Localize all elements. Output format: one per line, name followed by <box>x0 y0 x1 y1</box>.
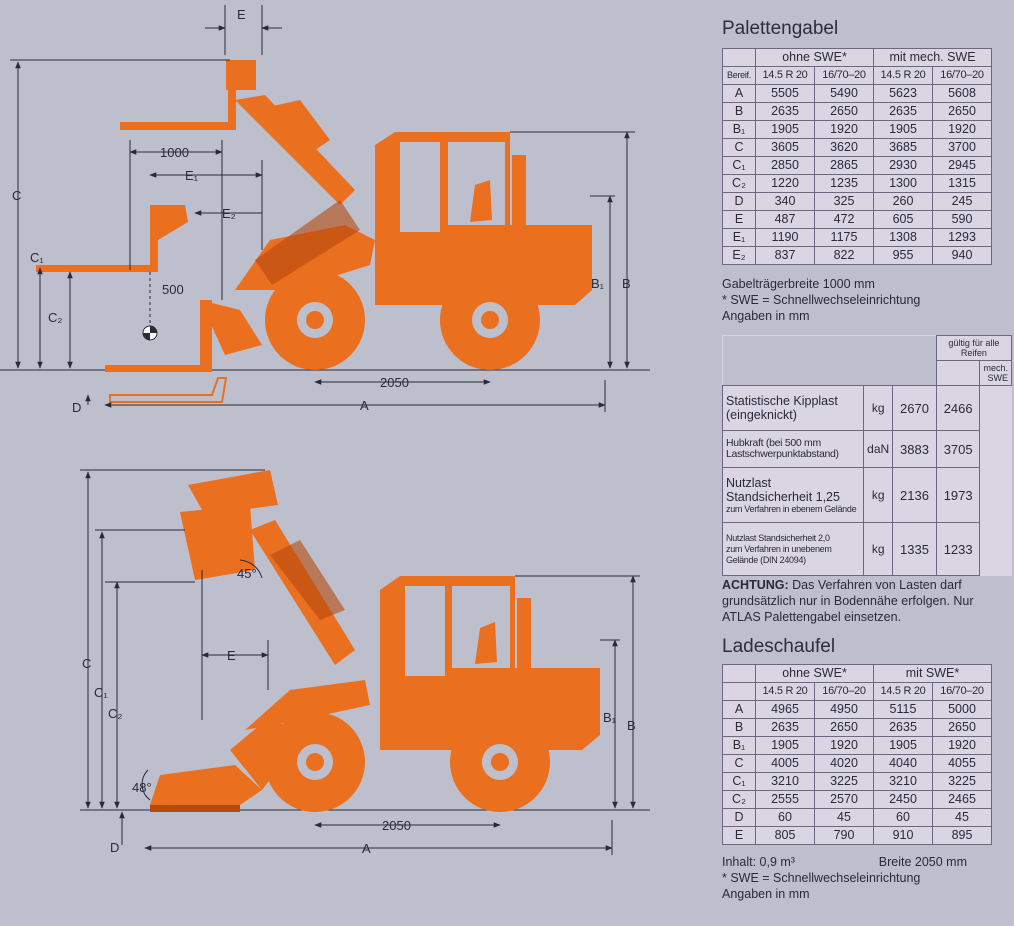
table-row <box>723 737 992 755</box>
row-label: C₁ <box>723 157 756 175</box>
table-cell: 940 <box>933 247 992 265</box>
table-row <box>723 773 992 791</box>
row-label: D <box>723 193 756 211</box>
table-cell: 910 <box>874 827 933 845</box>
label-C1: C₁ <box>30 250 44 265</box>
row-label: E <box>723 211 756 229</box>
ladeschaufel-table <box>722 664 992 845</box>
label-500: 500 <box>162 282 184 297</box>
note-line: * SWE = Schnellwechseleinrichtung <box>722 871 921 885</box>
table-tire-header-row <box>723 683 992 701</box>
table-cell: 4055 <box>933 755 992 773</box>
table-cell: 1905 <box>756 121 815 139</box>
row-label: B <box>723 719 756 737</box>
group-header: mit SWE* <box>874 665 992 683</box>
group-header: mit mech. SWE <box>874 49 992 67</box>
table-cell: 3225 <box>815 773 874 791</box>
label-A: A <box>360 398 369 413</box>
label-C1-bottom: C₁ <box>94 685 108 700</box>
row-label: C <box>723 139 756 157</box>
table-cell: 260 <box>874 193 933 211</box>
table-cell: 45 <box>815 809 874 827</box>
table-cell: 2865 <box>815 157 874 175</box>
table-cell: 1920 <box>933 121 992 139</box>
col-label: Bereif. <box>723 67 756 85</box>
row-label: B₁ <box>723 737 756 755</box>
table-cell: 837 <box>756 247 815 265</box>
table-cell: 2650 <box>815 103 874 121</box>
label-D: D <box>72 400 82 415</box>
table-cell: 2570 <box>815 791 874 809</box>
row-label: D <box>723 809 756 827</box>
table-cell: 1920 <box>815 121 874 139</box>
tire-header: 14.5 R 20 <box>874 67 933 85</box>
table-row <box>723 139 992 157</box>
table-cell: 2635 <box>874 719 933 737</box>
table-cell: 605 <box>874 211 933 229</box>
kipplast-row: Statistische Kipplast (eingeknickt) kg 2670 2466 <box>723 386 1012 431</box>
fork-lowered <box>105 300 262 402</box>
table-cell: 5608 <box>933 85 992 103</box>
table-cell: 2850 <box>756 157 815 175</box>
table-cell: 3605 <box>756 139 815 157</box>
tire-header: 16/70–20 <box>815 67 874 85</box>
row-label: B <box>723 103 756 121</box>
label-48deg: 48° <box>132 780 152 795</box>
ladeschaufel-title: Ladeschaufel <box>722 636 836 657</box>
row-label: C <box>723 755 756 773</box>
table-cell: 1235 <box>815 175 874 193</box>
tire-header: 14.5 R 20 <box>874 683 933 701</box>
ladeschaufel-notes <box>722 854 994 902</box>
table-cell: 3210 <box>874 773 933 791</box>
kipplast-header-sub: mech. SWE <box>980 361 1012 386</box>
note-line: Gabelträgerbreite 1000 mm <box>722 277 875 291</box>
table-cell: 3700 <box>933 139 992 157</box>
table-cell: 60 <box>874 809 933 827</box>
table-cell: 3210 <box>756 773 815 791</box>
table-cell: 2635 <box>756 719 815 737</box>
note-line: * SWE = Schnellwechseleinrichtung <box>722 293 921 307</box>
note-line: Angaben in mm <box>722 887 810 901</box>
tire-header: 16/70–20 <box>933 683 992 701</box>
table-cell: 487 <box>756 211 815 229</box>
ladeschaufel-rows <box>723 701 992 845</box>
table-cell: 325 <box>815 193 874 211</box>
palettengabel-notes <box>722 276 920 324</box>
label-C-bottom: C <box>82 656 92 671</box>
label-A-bottom: A <box>362 841 371 856</box>
inhalt: Inhalt: 0,9 m³ <box>722 855 795 869</box>
group-header: ohne SWE* <box>756 665 874 683</box>
table-cell: 1220 <box>756 175 815 193</box>
table-cell: 1920 <box>815 737 874 755</box>
table-cell: 5623 <box>874 85 933 103</box>
label-C: C <box>12 188 22 203</box>
table-row <box>723 809 992 827</box>
table-row <box>723 157 992 175</box>
achtung-note <box>722 577 994 625</box>
table-cell: 1905 <box>756 737 815 755</box>
table-cell: 4950 <box>815 701 874 719</box>
breite: Breite 2050 mm <box>878 855 967 869</box>
bucket-raised <box>180 470 355 665</box>
achtung-label: ACHTUNG: <box>722 578 789 592</box>
table-cell: 3225 <box>933 773 992 791</box>
table-tire-header-row <box>723 67 992 85</box>
table-cell: 790 <box>815 827 874 845</box>
table-row <box>723 229 992 247</box>
table-cell: 2555 <box>756 791 815 809</box>
table-cell: 1920 <box>933 737 992 755</box>
label-2050-bottom: 2050 <box>382 818 411 833</box>
label-B1-bottom: B₁ <box>603 710 617 725</box>
kipplast-row: Nutzlast Standsicherheit 1,25 zum Verfahren in ebenem Gelände kg 2136 1973 <box>723 468 1012 523</box>
tire-header: 16/70–20 <box>933 67 992 85</box>
label-45deg: 45° <box>237 566 257 581</box>
table-row <box>723 211 992 229</box>
label-E-bottom: E <box>227 648 236 663</box>
table-cell: 590 <box>933 211 992 229</box>
kipplast-table <box>722 335 1012 576</box>
table-cell: 5115 <box>874 701 933 719</box>
label-2050: 2050 <box>380 375 409 390</box>
bucket-loader-drawing <box>80 470 650 812</box>
table-row <box>723 827 992 845</box>
table-cell: 1293 <box>933 229 992 247</box>
table-row <box>723 85 992 103</box>
table-cell: 2635 <box>874 103 933 121</box>
table-cell: 2650 <box>933 719 992 737</box>
table-row <box>723 719 992 737</box>
palettengabel-title: Palettengabel <box>722 18 839 39</box>
table-cell: 1175 <box>815 229 874 247</box>
table-group-header-row <box>723 665 992 683</box>
kipplast-header-top: gültig für alle Reifen <box>936 336 1011 361</box>
table-cell: 2930 <box>874 157 933 175</box>
table-cell: 340 <box>756 193 815 211</box>
table-cell: 245 <box>933 193 992 211</box>
label-B-bottom: B <box>627 718 636 733</box>
table-cell: 955 <box>874 247 933 265</box>
row-label: E₂ <box>723 247 756 265</box>
table-cell: 45 <box>933 809 992 827</box>
achtung-text: Das Verfahren von Lasten darf grundsätzlich nur in Bodennähe erfolgen. Nur ATLAS Palettengabel einsetzen. <box>722 578 974 624</box>
kipplast-row: Hubkraft (bei 500 mm Lastschwerpunktabstand) daN 3883 3705 <box>723 431 1012 468</box>
row-label: C₂ <box>723 791 756 809</box>
table-row <box>723 175 992 193</box>
fork-middle <box>36 205 188 272</box>
table-cell: 805 <box>756 827 815 845</box>
table-cell: 4005 <box>756 755 815 773</box>
group-header: ohne SWE* <box>756 49 874 67</box>
fork-raised <box>120 60 355 205</box>
label-E2: E₂ <box>222 206 236 221</box>
palettengabel-rows <box>723 85 992 265</box>
table-cell: 2650 <box>933 103 992 121</box>
table-cell: 2650 <box>815 719 874 737</box>
table-row <box>723 701 992 719</box>
note-line: Angaben in mm <box>722 309 810 323</box>
tire-header: 14.5 R 20 <box>756 67 815 85</box>
table-cell: 3620 <box>815 139 874 157</box>
table-row <box>723 247 992 265</box>
table-cell: 60 <box>756 809 815 827</box>
table-cell: 1905 <box>874 121 933 139</box>
pallet-fork-loader-drawing <box>0 60 650 402</box>
label-C2: C₂ <box>48 310 63 325</box>
label-E: E <box>237 7 246 22</box>
table-cell: 1308 <box>874 229 933 247</box>
label-B: B <box>622 276 631 291</box>
label-C2-bottom: C₂ <box>108 706 123 721</box>
row-label: A <box>723 85 756 103</box>
table-cell: 5505 <box>756 85 815 103</box>
table-row <box>723 121 992 139</box>
row-label: C₁ <box>723 773 756 791</box>
table-cell: 895 <box>933 827 992 845</box>
table-cell: 2635 <box>756 103 815 121</box>
table-cell: 2465 <box>933 791 992 809</box>
table-cell: 472 <box>815 211 874 229</box>
table-cell: 2945 <box>933 157 992 175</box>
table-cell: 3685 <box>874 139 933 157</box>
table-row <box>723 755 992 773</box>
tire-header: 14.5 R 20 <box>756 683 815 701</box>
table-cell: 1300 <box>874 175 933 193</box>
tire-header: 16/70–20 <box>815 683 874 701</box>
table-cell: 1315 <box>933 175 992 193</box>
row-label: E₁ <box>723 229 756 247</box>
row-label: E <box>723 827 756 845</box>
table-cell: 5000 <box>933 701 992 719</box>
kipplast-row: Nutzlast Standsicherheit 2,0 zum Verfahren in unebenem Gelände (DIN 24094) kg 1335 1233 <box>723 523 1012 576</box>
table-row <box>723 193 992 211</box>
table-cell: 4040 <box>874 755 933 773</box>
table-cell: 5490 <box>815 85 874 103</box>
table-cell: 2450 <box>874 791 933 809</box>
label-E1: E₁ <box>185 168 199 183</box>
label-D-bottom: D <box>110 840 120 855</box>
table-row <box>723 103 992 121</box>
table-cell: 4020 <box>815 755 874 773</box>
row-label: B₁ <box>723 121 756 139</box>
row-label: C₂ <box>723 175 756 193</box>
table-cell: 4965 <box>756 701 815 719</box>
label-B1: B₁ <box>591 276 605 291</box>
row-label: A <box>723 701 756 719</box>
table-cell: 1190 <box>756 229 815 247</box>
palettengabel-table <box>722 48 992 265</box>
table-group-header-row <box>723 49 992 67</box>
label-1000: 1000 <box>160 145 189 160</box>
table-cell: 1905 <box>874 737 933 755</box>
table-cell: 822 <box>815 247 874 265</box>
table-row <box>723 791 992 809</box>
